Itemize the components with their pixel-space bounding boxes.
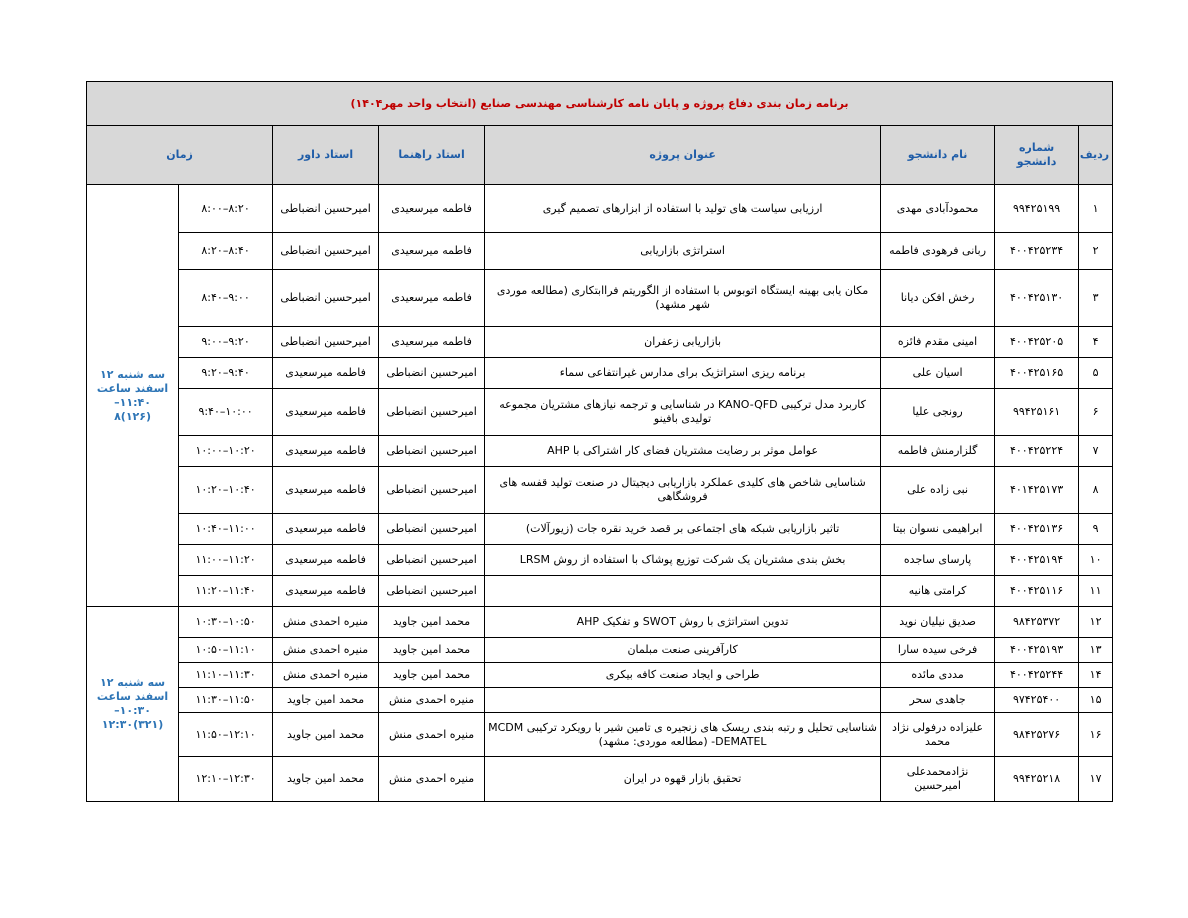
time-slot-cell: ۹:۲۰–۹:۴۰	[179, 358, 273, 389]
row-number-cell: ۴	[1079, 327, 1113, 358]
time-slot-cell: ۱۰:۴۰–۱۱:۰۰	[179, 514, 273, 545]
session-day-line: اسفند ساعت	[96, 690, 169, 703]
referee-cell: فاطمه میرسعیدی	[273, 467, 379, 514]
student-name-cell: مددی مائده	[881, 663, 995, 688]
referee-cell: محمد امین جاوید	[273, 713, 379, 757]
row-number-cell: ۶	[1079, 389, 1113, 436]
time-slot-cell: ۸:۴۰–۹:۰۰	[179, 270, 273, 327]
student-id-cell: ۴۰۰۴۲۵۲۳۴	[995, 233, 1079, 270]
student-id-cell: ۹۷۴۲۵۴۰۰	[995, 688, 1079, 713]
student-name-cell: پارسای ساجده	[881, 545, 995, 576]
page-title: برنامه زمان بندی دفاع پروژه و پایان نامه کارشناسی مهندسی صنایع (انتخاب واحد مهر۱۴۰۴)	[87, 82, 1113, 126]
referee-cell: فاطمه میرسعیدی	[273, 514, 379, 545]
student-id-cell: ۴۰۰۴۲۵۱۱۶	[995, 576, 1079, 607]
time-slot-cell: ۱۱:۱۰–۱۱:۳۰	[179, 663, 273, 688]
table-row	[87, 270, 1113, 327]
student-id-cell: ۴۰۰۴۲۵۲۲۴	[995, 436, 1079, 467]
time-slot-cell: ۱۱:۲۰–۱۱:۴۰	[179, 576, 273, 607]
referee-cell: فاطمه میرسعیدی	[273, 389, 379, 436]
project-title-cell: ارزیابی سیاست های تولید با استفاده از ابزارهای تصمیم گیری	[485, 185, 881, 233]
time-slot-cell: ۱۲:۱۰–۱۲:۳۰	[179, 757, 273, 802]
table-row	[87, 185, 1113, 233]
table-row	[87, 757, 1113, 802]
session-day-line: سه شنبه ۱۲	[100, 367, 166, 381]
project-title-cell: مکان یابی بهینه ایستگاه اتوبوس با استفاده از الگوریتم فراابتکاری (مطالعه موردی شهر مشهد)	[485, 270, 881, 327]
advisor-cell: فاطمه میرسعیدی	[379, 185, 485, 233]
time-slot-cell: ۱۱:۰۰–۱۱:۲۰	[179, 545, 273, 576]
advisor-cell: امیرحسین انضباطی	[379, 467, 485, 514]
referee-cell: فاطمه میرسعیدی	[273, 358, 379, 389]
row-number-cell: ۱۴	[1079, 663, 1113, 688]
referee-cell: فاطمه میرسعیدی	[273, 545, 379, 576]
row-number-cell: ۱۰	[1079, 545, 1113, 576]
header-student-name: نام دانشجو	[881, 126, 995, 185]
table-row	[87, 688, 1113, 713]
student-id-cell: ۴۰۰۴۲۵۱۹۳	[995, 638, 1079, 663]
student-name-cell: جاهدی سحر	[881, 688, 995, 713]
row-number-cell: ۵	[1079, 358, 1113, 389]
session-day-line: ۱۰:۳۰–	[114, 704, 151, 717]
advisor-cell: فاطمه میرسعیدی	[379, 327, 485, 358]
row-number-cell: ۹	[1079, 514, 1113, 545]
row-number-cell: ۱۵	[1079, 688, 1113, 713]
row-number-cell: ۳	[1079, 270, 1113, 327]
student-id-cell: ۴۰۰۴۲۵۱۳۰	[995, 270, 1079, 327]
referee-cell: امیرحسین انضباطی	[273, 185, 379, 233]
schedule-body	[87, 185, 1113, 802]
table-row	[87, 327, 1113, 358]
header-advisor: استاد راهنما	[379, 126, 485, 185]
student-name-cell: نژادمحمدعلی امیرحسین	[881, 757, 995, 802]
session-day-cell	[87, 607, 179, 802]
table-row	[87, 607, 1113, 638]
advisor-cell: محمد امین جاوید	[379, 638, 485, 663]
advisor-cell: منیره احمدی منش	[379, 688, 485, 713]
student-id-cell: ۴۰۰۴۲۵۱۳۶	[995, 514, 1079, 545]
time-slot-cell: ۱۱:۳۰–۱۱:۵۰	[179, 688, 273, 713]
advisor-cell: امیرحسین انضباطی	[379, 514, 485, 545]
time-slot-cell: ۸:۲۰–۸:۴۰	[179, 233, 273, 270]
row-number-cell: ۱۷	[1079, 757, 1113, 802]
header-project-title: عنوان پروژه	[485, 126, 881, 185]
student-name-cell: صدیق نیلیان نوید	[881, 607, 995, 638]
time-slot-cell: ۱۰:۰۰–۱۰:۲۰	[179, 436, 273, 467]
student-name-cell: کرامتی هانیه	[881, 576, 995, 607]
table-row	[87, 545, 1113, 576]
student-id-cell: ۴۰۱۴۲۵۱۷۳	[995, 467, 1079, 514]
student-name-cell: ابراهیمی نسوان بیتا	[881, 514, 995, 545]
student-name-cell: نبی زاده علی	[881, 467, 995, 514]
project-title-cell	[485, 576, 881, 607]
student-name-cell: اسیان علی	[881, 358, 995, 389]
student-name-cell: رخش افکن دیانا	[881, 270, 995, 327]
session-day-line: ۱۱:۴۰–	[114, 395, 151, 409]
project-title-cell: تحقیق بازار قهوه در ایران	[485, 757, 881, 802]
student-id-cell: ۴۰۰۴۲۵۱۹۴	[995, 545, 1079, 576]
session-day-line: اسفند ساعت	[96, 381, 169, 395]
referee-cell: منیره احمدی منش	[273, 638, 379, 663]
row-number-cell: ۱۳	[1079, 638, 1113, 663]
referee-cell: امیرحسین انضباطی	[273, 270, 379, 327]
advisor-cell: منیره احمدی منش	[379, 757, 485, 802]
student-id-cell: ۴۰۰۴۲۵۲۰۵	[995, 327, 1079, 358]
session-day-line: (۱۲۶)۸	[114, 409, 151, 423]
student-id-cell: ۹۹۴۲۵۲۱۸	[995, 757, 1079, 802]
time-slot-cell: ۹:۰۰–۹:۲۰	[179, 327, 273, 358]
table-row	[87, 514, 1113, 545]
student-id-cell: ۴۰۰۴۲۵۲۴۴	[995, 663, 1079, 688]
student-id-cell: ۹۸۴۲۵۳۷۲	[995, 607, 1079, 638]
row-number-cell: ۱۱	[1079, 576, 1113, 607]
student-name-cell: محمودآبادی مهدی	[881, 185, 995, 233]
header-student-id: شماره دانشجو	[995, 126, 1079, 185]
project-title-cell: عوامل موثر بر رضایت مشتریان فضای کار اشتراکی با AHP	[485, 436, 881, 467]
student-id-cell: ۹۹۴۲۵۱۹۹	[995, 185, 1079, 233]
header-referee: استاد داور	[273, 126, 379, 185]
project-title-cell: بازاریابی زعفران	[485, 327, 881, 358]
project-title-cell: شناسایی شاخص های کلیدی عملکرد بازاریابی دیجیتال در صنعت تولید قفسه های فروشگاهی	[485, 467, 881, 514]
time-slot-cell: ۹:۴۰–۱۰:۰۰	[179, 389, 273, 436]
time-slot-cell: ۱۰:۳۰–۱۰:۵۰	[179, 607, 273, 638]
time-slot-cell: ۱۰:۵۰–۱۱:۱۰	[179, 638, 273, 663]
row-number-cell: ۲	[1079, 233, 1113, 270]
advisor-cell: منیره احمدی منش	[379, 713, 485, 757]
student-name-cell: فرخی سیده سارا	[881, 638, 995, 663]
student-id-cell: ۹۹۴۲۵۱۶۱	[995, 389, 1079, 436]
row-number-cell: ۸	[1079, 467, 1113, 514]
row-number-cell: ۱	[1079, 185, 1113, 233]
student-id-cell: ۹۸۴۲۵۲۷۶	[995, 713, 1079, 757]
table-row	[87, 358, 1113, 389]
row-number-cell: ۱۲	[1079, 607, 1113, 638]
row-number-cell: ۱۶	[1079, 713, 1113, 757]
table-row	[87, 233, 1113, 270]
advisor-cell: امیرحسین انضباطی	[379, 436, 485, 467]
student-name-cell: رونجی علیا	[881, 389, 995, 436]
table-row	[87, 389, 1113, 436]
advisor-cell: امیرحسین انضباطی	[379, 576, 485, 607]
student-name-cell: علیزاده درفولی نژاد محمد	[881, 713, 995, 757]
student-id-cell: ۴۰۰۴۲۵۱۶۵	[995, 358, 1079, 389]
student-name-cell: امینی مقدم فائزه	[881, 327, 995, 358]
referee-cell: فاطمه میرسعیدی	[273, 436, 379, 467]
advisor-cell: امیرحسین انضباطی	[379, 389, 485, 436]
project-title-cell: کارآفرینی صنعت مبلمان	[485, 638, 881, 663]
project-title-cell: بخش بندی مشتریان یک شرکت توزیع پوشاک با استفاده از روش LRSM	[485, 545, 881, 576]
table-row	[87, 467, 1113, 514]
time-slot-cell: ۱۱:۵۰–۱۲:۱۰	[179, 713, 273, 757]
session-day-line: (۳۲۱)۱۲:۳۰	[101, 718, 164, 731]
referee-cell: امیرحسین انضباطی	[273, 233, 379, 270]
advisor-cell: فاطمه میرسعیدی	[379, 270, 485, 327]
project-title-cell: تدوین استراتژی با روش SWOT و تفکیک AHP	[485, 607, 881, 638]
schedule-table	[86, 81, 1113, 802]
project-title-cell: شناسایی تحلیل و رتبه بندی ریسک های زنجیره ی تامین شیر با رویکرد ترکیبی MCDM -DEMATEL (مطالعه موردی: مشهد)	[485, 713, 881, 757]
referee-cell: فاطمه میرسعیدی	[273, 576, 379, 607]
table-row	[87, 436, 1113, 467]
referee-cell: منیره احمدی منش	[273, 607, 379, 638]
student-name-cell: گلزارمنش فاطمه	[881, 436, 995, 467]
header-time: زمان	[87, 126, 273, 185]
row-number-cell: ۷	[1079, 436, 1113, 467]
table-row	[87, 576, 1113, 607]
advisor-cell: امیرحسین انضباطی	[379, 545, 485, 576]
project-title-cell: کاربرد مدل ترکیبی KANO-QFD در شناسایی و ترجمه نیازهای مشتریان مجموعه تولیدی بافینو	[485, 389, 881, 436]
project-title-cell: برنامه ریزی استراتژیک برای مدارس غیرانتفاعی سماء	[485, 358, 881, 389]
session-day-line: سه شنبه ۱۲	[100, 676, 166, 689]
referee-cell: محمد امین جاوید	[273, 688, 379, 713]
project-title-cell: طراحی و ایجاد صنعت کافه بیکری	[485, 663, 881, 688]
advisor-cell: محمد امین جاوید	[379, 663, 485, 688]
project-title-cell: تاثیر بازاریابی شبکه های اجتماعی بر قصد خرید نقره جات (زیورآلات)	[485, 514, 881, 545]
advisor-cell: محمد امین جاوید	[379, 607, 485, 638]
advisor-cell: امیرحسین انضباطی	[379, 358, 485, 389]
table-row	[87, 663, 1113, 688]
project-title-cell	[485, 688, 881, 713]
referee-cell: محمد امین جاوید	[273, 757, 379, 802]
referee-cell: منیره احمدی منش	[273, 663, 379, 688]
time-slot-cell: ۸:۰۰–۸:۲۰	[179, 185, 273, 233]
table-row	[87, 638, 1113, 663]
time-slot-cell: ۱۰:۲۰–۱۰:۴۰	[179, 467, 273, 514]
referee-cell: امیرحسین انضباطی	[273, 327, 379, 358]
advisor-cell: فاطمه میرسعیدی	[379, 233, 485, 270]
session-day-cell	[87, 185, 179, 607]
table-row	[87, 713, 1113, 757]
student-name-cell: ربانی فرهودی فاطمه	[881, 233, 995, 270]
header-row-number: ردیف	[1079, 126, 1113, 185]
project-title-cell: استراتژی بازاریابی	[485, 233, 881, 270]
